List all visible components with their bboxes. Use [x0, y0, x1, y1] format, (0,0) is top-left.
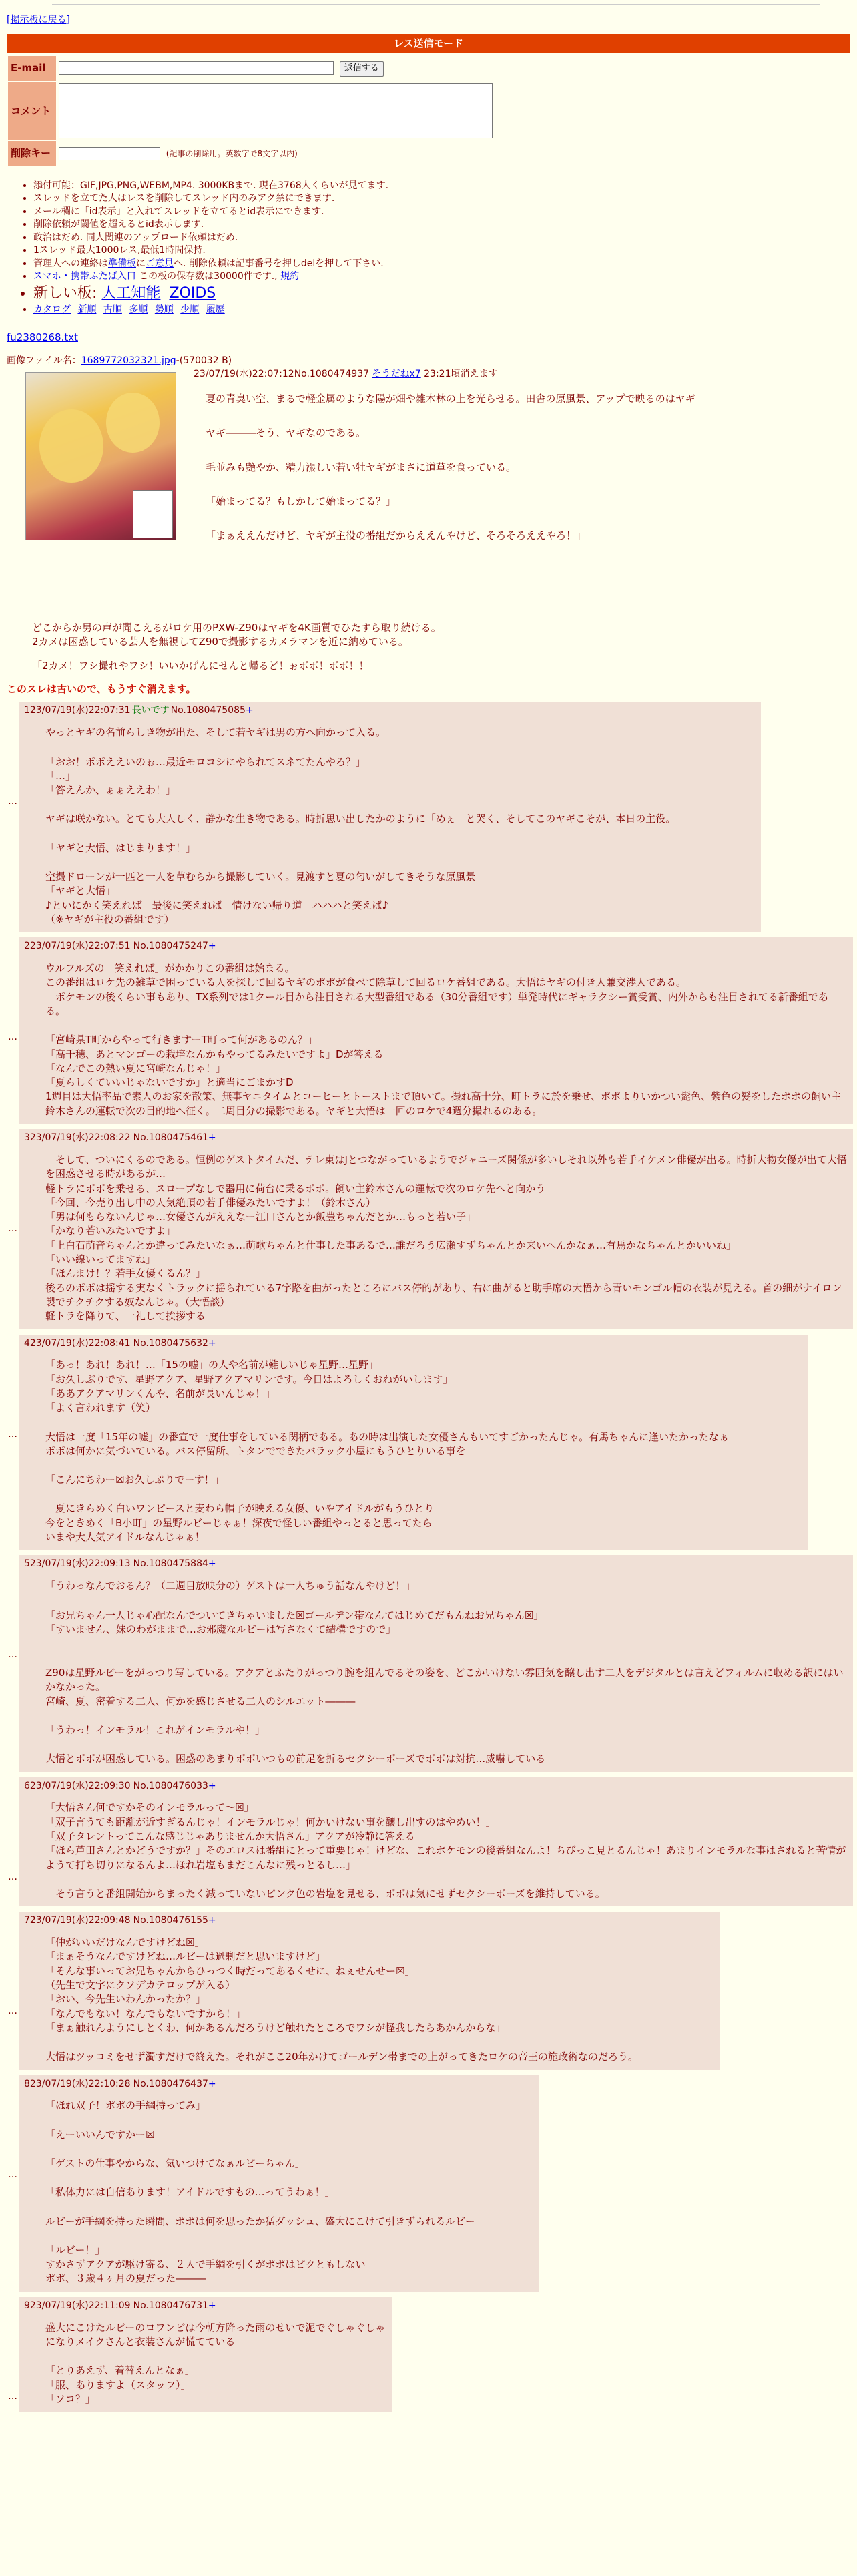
reply-line: 大悟とポポが困惑している。困惑のあまりポポいつもの前足を折るセクシーポーズでポポは対抗…威嚇している — [45, 1753, 546, 1765]
rule-item-mobile: • スマホ・携帯ふたば入口 この板の保存数は30000件です., 規約 — [33, 270, 850, 282]
reply-marker: … — [8, 796, 17, 807]
reply-spacer — [45, 1487, 802, 1502]
reply-datetime: 123/07/19(水)22:07:31 — [24, 705, 131, 716]
reply-plus-button[interactable]: + — [208, 1558, 216, 1570]
reply-datetime: 523/07/19(水)22:09:13 — [24, 1558, 131, 1570]
rule-item: • 政治はだめ. 同人関連のアップロード依頼はだめ. — [33, 232, 850, 244]
reply-spacer — [45, 1458, 802, 1473]
reply-line: 空撮ドローンが一匹と一人を草むらから撮影していく。見渡すと夏の匂いがしてきそうな原風景 — [45, 871, 476, 883]
reply-line: 1週目は大悟率品で素人のお家を散策、無事ヤニタイムとコーヒーとトーストまで頂いて。撮れ高十分、町トラに於を乗せ、ポポよりいかつい髭色、紫色の髪をしたポポの飼い主鈴木さんの運転で次の目的地へ征く。二周目分の撮影である。ヤギと大悟は一回のロケで4週分撮れるのある。 — [45, 1090, 842, 1117]
reply-spacer — [45, 827, 756, 841]
op-file-meta — [7, 355, 850, 368]
rule-item-admin — [33, 258, 850, 270]
reply-spacer — [45, 1018, 848, 1033]
reply-number[interactable]: No.1080475884 — [133, 1558, 208, 1570]
delete-key-label: 削除キー — [8, 141, 56, 166]
reply-marker: … — [8, 2390, 17, 2402]
reply-row — [7, 1777, 850, 1907]
reply-line: 「大悟さん何ですかそのインモラルって～☒」 — [45, 1801, 254, 1814]
reply-spacer — [45, 2229, 534, 2243]
reply-line: 「ほれ双子！ポポの手綱持ってみ」 — [45, 2099, 206, 2112]
reply-line: 「ゲストの仕事やからな、気いつけてなぁルビーちゃん」 — [45, 2157, 305, 2169]
op-paragraph: 「まぁええんだけど、ヤギが主役の番組だからええんやけど、そろそろええやろ！」 — [206, 529, 587, 542]
reply-row — [7, 1555, 850, 1771]
reply-row — [7, 1912, 850, 2069]
reply-marker: … — [8, 1032, 17, 1043]
reply-spacer — [45, 2200, 534, 2215]
reply-line: 「ほんまけ！？若手女優くるん？」 — [45, 1267, 206, 1280]
reply-spacer — [45, 1737, 848, 1752]
reply-line: 「あっ！あれ！あれ！…「15の嘘」の人や名前が難しいじゃ星野…星野」 — [45, 1359, 378, 1371]
file-label: 画像ファイル名： — [7, 355, 81, 367]
reply-line: 「今回、今売り出し中の人気絶頂の若手俳優みたいですよ！（鈴木さん）」 — [45, 1196, 381, 1209]
op-tail — [32, 621, 850, 673]
reply-text — [45, 1153, 848, 1324]
reply-line: 「服、ありますよ（スタッフ）」 — [45, 2378, 191, 2391]
reply-plus-button[interactable]: + — [208, 1337, 216, 1349]
reply-datetime: 423/07/19(水)22:08:41 — [24, 1337, 131, 1349]
submit-reply-button[interactable]: 返信する — [340, 61, 384, 76]
reply-row — [7, 702, 850, 932]
rule-admin-text: 管理人への連絡は — [33, 258, 108, 269]
sort-momentum-link[interactable]: 勢順 — [154, 304, 174, 315]
reply-header — [24, 1780, 848, 1793]
reply-spacer — [45, 2142, 534, 2157]
reply-line: 今をときめく「B小町」の星野ルビーじゃぁ！深夜で怪しい番組やっとると思ってたら — [45, 1516, 433, 1529]
reply-header — [24, 940, 848, 953]
reply-line: 「うわっなんでおるん？（二週目放映分の）ゲストは一人ちゅう話なんやけど！」 — [45, 1580, 416, 1592]
reply-number[interactable]: No.1080475632 — [133, 1337, 208, 1349]
reply-text — [45, 2321, 387, 2406]
reply-spacer — [45, 740, 756, 755]
rule-item: • スレッドを立てた人はレスを削除してスレッド内のみアク禁にできます. — [33, 192, 850, 204]
reply-spacer — [45, 1416, 802, 1430]
reply-line: 「まぁ触れんようにしとくわ、何かあるんだろうけど触れたところでワシが怪我したらあかんからな」 — [45, 2021, 506, 2034]
catalog-links — [33, 304, 850, 316]
reply-post — [19, 1777, 853, 1907]
reply-spacer — [45, 2349, 387, 2364]
reply-spacer — [45, 1594, 848, 1608]
reply-post — [19, 2297, 392, 2412]
history-link[interactable]: 履歴 — [206, 304, 225, 315]
op-datetime: 23/07/19(水)22:07:12 — [194, 369, 294, 380]
new-board-link-zoids[interactable]: ZOIDS — [169, 284, 216, 302]
reply-datetime: 323/07/19(水)22:08:22 — [24, 1132, 131, 1144]
reply-datetime: 823/07/19(水)22:10:28 — [24, 2078, 131, 2089]
reply-line: 「双子言うても距離が近すぎるんじゃ！インモラルじゃ！何かいけない事を醸し出すのはやめい！」 — [45, 1815, 496, 1828]
reply-line: 「双子タレントってこんな感じじゃありませんか大悟さん」アクアが冷静に答える — [45, 1830, 415, 1843]
reply-number[interactable]: No.1080476033 — [133, 1780, 208, 1791]
reply-line: 「仲がいいだけなんですけどね☒」 — [45, 1936, 205, 1949]
reply-line: 大悟はツッコミをせず濁すだけで終えた。それがここ20年かけてゴールデン帯までの上がってきたロケの帝王の施政術なのだろう。 — [45, 2051, 639, 2063]
reply-number[interactable]: No.1080476437 — [133, 2078, 208, 2089]
old-thread-warning: このスレは古いので、もうすぐ消えます。 — [7, 683, 196, 696]
reply-row — [7, 937, 850, 1124]
reply-marker: … — [8, 1649, 17, 1661]
reply-line: ポケモンの後くらい事もあり、TX系列では1クール目から注目される大型番組である（30分番組です）単発時代にギャラクシー賞受賞、内外からも注目されてる新番組である。 — [45, 990, 828, 1017]
reply-row — [7, 1335, 850, 1550]
reply-number[interactable]: No.1080475461 — [133, 1132, 208, 1144]
delete-key-hint: (記事の削除用。英数字で8文字以内) — [166, 149, 298, 159]
reply-number[interactable]: No.1080475247 — [133, 941, 208, 952]
reply-spacer — [45, 1637, 848, 1651]
reply-datetime: 623/07/19(水)22:09:30 — [24, 1780, 131, 1791]
reply-marker: … — [8, 2006, 17, 2017]
op-tail-paragraph: 「2カメ！ワシ撮れやワシ！いいかげんにせんと帰るど！ぉポポ！ポポ！！」 — [32, 659, 379, 672]
op-number[interactable]: No.1080474937 — [294, 369, 370, 380]
op-post — [7, 355, 850, 673]
reply-line: 「おお！ポポええいのぉ…最近モロコシにやられてスネてたんやろ？」 — [45, 755, 366, 768]
reply-line: ♪といにかく笑えれば 最後に笑えれば 情けない帰り道 ハハハと笑えば♪ — [45, 899, 389, 911]
reply-text — [45, 1358, 802, 1544]
reply-row — [7, 2297, 850, 2412]
reply-line: 「おい、今先生いわんかったか？」 — [45, 1993, 206, 2006]
sort-new-link[interactable]: 新順 — [77, 304, 97, 315]
reply-plus-button[interactable]: + — [208, 2300, 216, 2311]
reply-datetime: 923/07/19(水)22:11:09 — [24, 2300, 131, 2311]
reply-plus-button[interactable]: + — [208, 2078, 216, 2089]
reply-text — [45, 1801, 848, 1901]
prep-board-link[interactable]: 準備板 — [108, 258, 136, 269]
thread-text-link[interactable]: fu2380268.txt — [7, 331, 78, 344]
reply-line: 「まぁそうなんですけどね…ルビーは過剰だと思いますけど」 — [45, 1950, 326, 1963]
reply-line: 「とりあえず、着替えんとなぁ」 — [45, 2364, 195, 2377]
reply-line: 「なんでこの熱い夏に宮崎なんじゃ！」 — [45, 1062, 226, 1074]
reply-text — [45, 961, 848, 1118]
reply-line: 盛大にこけたルビーのロワンピは今朝方降った雨のせいで泥でぐしゃぐしゃになりメイクさんと衣装さんが慌てている — [45, 2321, 386, 2348]
reply-line: 「答えんか、ぁぁええわ！」 — [45, 784, 176, 797]
delete-key-field[interactable] — [59, 147, 160, 160]
reply-line: ルビーが手綱を持った瞬間、ポポは何を思ったか猛ダッシュ、盛大にこけて引きずられるルビー — [45, 2215, 475, 2227]
reply-line: 宮崎、夏、密着する二人、何かを感じさせる二人のシルエット――― — [45, 1695, 356, 1707]
op-paragraph: 夏の青臭い空、まるで軽金属のような陽が畑や雑木林の上を光らせる。田舎の原風景、アップで映るのはヤギ — [206, 393, 695, 405]
reply-spacer — [45, 797, 756, 812]
catalog-link[interactable]: カタログ — [33, 304, 71, 315]
reply-line: Z90は星野ルビーをがっつり写している。アクアとふたりがっつり腕を組んでるその姿を、どこかいけない雰囲気を醸し出す二人をデジタルとは言えどフィルムに収める訳にはいかなかった。 — [45, 1667, 844, 1693]
reply-line: 「ヤギと大悟」 — [45, 885, 116, 897]
reply-line: 「いい線いってますね」 — [45, 1253, 156, 1266]
reply-line: 「お久しぶりです、星野アクア、星野アクアマリンです。今日はよろしくおねがいします」 — [45, 1373, 453, 1385]
reply-spacer — [45, 2113, 534, 2128]
thumbnail-badge-icon — [133, 490, 173, 538]
reply-line: 「うわっ！インモラル！これがインモラルや！」 — [45, 1724, 265, 1736]
rule-admin-text: に — [136, 258, 146, 269]
reply-line: 「ルビー！」 — [45, 2243, 105, 2256]
reply-post — [19, 937, 853, 1124]
reply-sodane[interactable]: 長いです — [131, 705, 170, 716]
reply-spacer — [45, 2171, 534, 2185]
reply-line: ヤギは咲かない。とても大人しく、静かな生き物である。時折思い出したかのように「めぇ」と哭く、そしてこのヤギこそが、本日の主役。 — [45, 813, 676, 825]
new-boards — [33, 284, 850, 303]
reply-line: やっとヤギの名前らしき物が出た、そして若ヤギは男の方へ向かって入る。 — [45, 726, 386, 739]
rule-item: • 添付可能：GIF,JPG,PNG,WEBM,MP4. 3000KBまで. 現在3768人くらいが見てます. — [33, 180, 850, 192]
reply-post — [19, 2075, 539, 2292]
reply-line: そして、ついにくるのである。恒例のゲストタイムだ、テレ東はJとつながっているようでジャニーズ関係が多いしそれ以外も若手イケメン俳優が出る。時折大物女優が出て大悟を困惑させる時があるが… — [45, 1153, 847, 1180]
top-divider — [52, 4, 820, 5]
reply-list — [7, 702, 850, 2412]
reply-plus-button[interactable]: + — [208, 1132, 216, 1144]
rule-item: • 1スレッド最大1000レス,最低1時間保持. — [33, 244, 850, 256]
reply-marker: … — [8, 2169, 17, 2180]
return-to-board-link[interactable]: [掲示板に戻る] — [7, 15, 70, 25]
reply-plus-button[interactable]: + — [208, 941, 216, 952]
reply-marker: … — [8, 1223, 17, 1235]
reply-line: 「えーいいんですかー☒」 — [45, 2128, 165, 2141]
reply-header — [24, 1914, 714, 1928]
reply-row — [7, 1129, 850, 1329]
op-header — [194, 368, 497, 381]
reply-header — [24, 2300, 387, 2313]
new-board-link-ai[interactable]: 人工知能 — [101, 284, 161, 302]
reply-row — [7, 2075, 850, 2292]
reply-line: （※ヤギが主役の番組です） — [45, 913, 174, 925]
reply-line: 「すいません、妹のわがままで…お邪魔なルビーは写さなくて結構ですので」 — [45, 1623, 396, 1635]
sort-old-link[interactable]: 古順 — [103, 304, 122, 315]
mobile-entrance-link[interactable]: スマホ・携帯ふたば入口 — [33, 271, 136, 282]
reply-line: 「高千穂、あとマンゴーの栽培なんかもやってるみたいですよ」Dが答える — [45, 1048, 384, 1060]
reply-spacer — [45, 1709, 848, 1723]
reply-datetime: 723/07/19(水)22:09:48 — [24, 1915, 131, 1926]
email-field[interactable] — [59, 61, 334, 75]
feedback-link[interactable]: ご意見 — [146, 258, 174, 269]
new-boards-label: 新しい板: — [33, 284, 97, 302]
sort-many-link[interactable]: 多順 — [129, 304, 148, 315]
reply-number[interactable]: No.1080475085 — [170, 705, 246, 716]
reply-header — [24, 1558, 848, 1571]
sort-few-link[interactable]: 少順 — [180, 304, 200, 315]
reply-line: そう言うと番組開始からまったく減っていないピンク色の岩塩を見せる、ポポは気にせずセクシーポーズを維持している。 — [45, 1887, 605, 1900]
reply-text — [45, 1936, 714, 2064]
op-paragraph: 「始まってる？もしかして始まってる？」 — [206, 495, 396, 508]
comment-label: コメント — [8, 82, 56, 140]
reply-post — [19, 1335, 808, 1550]
reply-line: 「夏らしくていいじゃないですか」と適当にごまかすD — [45, 1076, 294, 1089]
reply-line: ポポは何かに気づいている。バス停留所、トタンでできたバラック小屋にもうひとりいる事を — [45, 1444, 466, 1457]
rule-mobile-text: この板の保存数は30000件です. — [135, 271, 275, 282]
reply-header — [24, 1132, 848, 1145]
reply-text — [45, 1579, 848, 1766]
op-sodane[interactable]: そうだねx7 — [372, 369, 421, 380]
op-tail-paragraph: どこからか男の声が聞こえるがロケ用のPXW-Z90はヤギを4K画質でひたすら取り続ける。 2カメは困惑している芸人を無視してZ90で撮影するカメラマンを近に納めている。 — [32, 622, 441, 648]
reply-plus-button[interactable]: + — [245, 705, 254, 716]
reply-line: 「宮崎県T町からやって行きますーT町って何があるのん？」 — [45, 1034, 318, 1046]
rule-item: • 削除依頼が閾値を超えるとid表示します. — [33, 218, 850, 230]
rule-item: • メール欄に「id表示」と入れてスレッドを立てるとid表示にできます. — [33, 206, 850, 218]
board-rules — [7, 180, 850, 316]
reply-line: ウルフルズの「笑えれば」がかかりこの番組は始まる。 — [45, 962, 295, 975]
reply-line: ポポ、３歳４ヶ月の夏だった――― — [45, 2272, 206, 2285]
reply-text — [45, 2099, 534, 2286]
op-paragraph: ヤギ―――そう、ヤギなのである。 — [206, 427, 366, 439]
reply-post — [19, 1912, 720, 2069]
reply-line: 「かなり若いみたいですよ」 — [45, 1225, 176, 1237]
reply-line: すかさずアクアが駆け寄る、２人で手綱を引くがポポはビクともしない — [45, 2258, 366, 2271]
reply-marker: … — [8, 1871, 17, 1882]
reply-number[interactable]: No.1080476731 — [133, 2300, 208, 2311]
reply-spacer — [45, 855, 756, 870]
file-size: -(570032 B) — [176, 355, 232, 367]
reply-spacer — [45, 2035, 714, 2050]
reply-line: 「ほら芦田さんとかどうですか？」そのエロスは番組にとって重要じゃ！けどな、これポケモンの後番組なんよ！ちびっこ見とるんじゃ！あまりインモラルな事はされると苦情がようて打ち切りになるんよ…ほれ岩塩もまだこんなに残っとるし…」 — [45, 1844, 846, 1871]
reply-spacer — [45, 1872, 848, 1887]
reply-spacer — [45, 1651, 848, 1666]
reply-form — [7, 55, 495, 168]
terms-link[interactable]: 規約 — [280, 271, 300, 282]
reply-header — [24, 2078, 534, 2091]
reply-text — [45, 726, 756, 927]
reply-line: 「上白石萌音ちゃんとか違ってみたいなぁ…萌歌ちゃんと仕事した事あるで…誰だろう広瀬すずちゃんとか来いへんかなぁ…有馬かなちゃんとかいいね」 — [45, 1239, 737, 1251]
reply-post — [19, 1555, 853, 1771]
op-paragraph: 毛並みも艶やか、精力漲しい若い牡ヤギがまさに道草を食っている。 — [206, 461, 517, 473]
reply-line: この番組はロケ先の雑草で困っている人を探して回るヤギのポポが食べて除草して回るロケ番組である。大悟はヤギの付き人兼交渉人である。 — [45, 976, 687, 989]
reply-post — [19, 702, 761, 932]
reply-line: 「お兄ちゃん一人じゃ心配なんでついてきちゃいました☒ゴールデン帯なんてはじめてだもんねお兄ちゃん☒」 — [45, 1608, 544, 1621]
reply-post — [19, 1129, 853, 1329]
reply-line: 「ヤギと大悟、はじまります！」 — [45, 841, 196, 854]
reply-line: 軽トラを降りて、一礼して挨拶する — [45, 1310, 206, 1323]
reply-mode-banner: レス送信モード — [7, 34, 850, 53]
reply-line: 軽トラにポポを乗せる、スロープなしで器用に荷台に乗るポポ。飼い主鈴木さんの運転で次のロケ先へと向かう — [45, 1182, 546, 1195]
reply-line: 「そんな事いってお兄ちゃんからひっつく時だってあるくせに、ねぇせんせー☒」 — [45, 1964, 415, 1977]
reply-line: 夏にきらめく白いワンピースと麦わら帽子が映える女優、いやアイドルがもうひとり — [45, 1502, 435, 1515]
reply-line: 「なんでもない！なんでもないですから！」 — [45, 2007, 246, 2020]
reply-header — [24, 1337, 802, 1351]
op-text — [194, 392, 854, 543]
reply-line: 「男は何もらないんじゃ…女優さんがええなー江口さんとか飯豊ちゃんだとか…もっと若い子」 — [45, 1211, 477, 1223]
rule-admin-text: へ. 削除依頼は記事番号を押しdelを押して下さい. — [174, 258, 384, 269]
reply-line: いまや大人気アイドルなんじゃぁ！ — [45, 1531, 205, 1544]
op-file-link[interactable]: 1689772032321.jpg — [81, 355, 176, 367]
reply-plus-button[interactable]: + — [208, 1780, 216, 1791]
reply-marker: … — [8, 1428, 17, 1440]
reply-number[interactable]: No.1080476155 — [133, 1915, 208, 1926]
reply-header — [24, 704, 756, 718]
reply-datetime: 223/07/19(水)22:07:51 — [24, 941, 131, 952]
comment-textarea[interactable] — [59, 83, 493, 138]
op-thumbnail[interactable] — [25, 372, 176, 540]
reply-line: 「ソコ？」 — [45, 2392, 95, 2405]
reply-line: 「こんにちわー☒お久しぶりでーす！」 — [45, 1474, 224, 1486]
reply-line: 後ろのポポは揺する実なくトラックに揺られている7字路を曲がったところにバス停的があり、右に曲がると助手席の大悟から青いモンゴル帽の衣装が見える。首の細がナイロン製でチクチクする奴なんじゃ。（大悟談） — [45, 1281, 842, 1308]
reply-line: （先生で文字にクソデカテロップが入る） — [45, 1979, 236, 1992]
op-expire: 23:21頃消えます — [424, 369, 498, 380]
reply-line: 大悟は一度「15年の嘘」の番宣で一度仕事をしている関柄である。あの時は出演した女優さんもいてすごかったんじゃ。有馬ちゃんに逢いたかったなぁ — [45, 1430, 730, 1443]
reply-line: 「よく言われます（笑）」 — [45, 1402, 161, 1414]
reply-line: 「私体力には自信あります！アイドルですもの…ってうわぁ！」 — [45, 2186, 335, 2199]
email-label: E-mail — [8, 56, 56, 81]
reply-plus-button[interactable]: + — [208, 1915, 216, 1926]
reply-line: 「…」 — [45, 769, 76, 782]
reply-line: 「ああアクアマリンくんや、名前が長いんじゃ！」 — [45, 1387, 276, 1400]
